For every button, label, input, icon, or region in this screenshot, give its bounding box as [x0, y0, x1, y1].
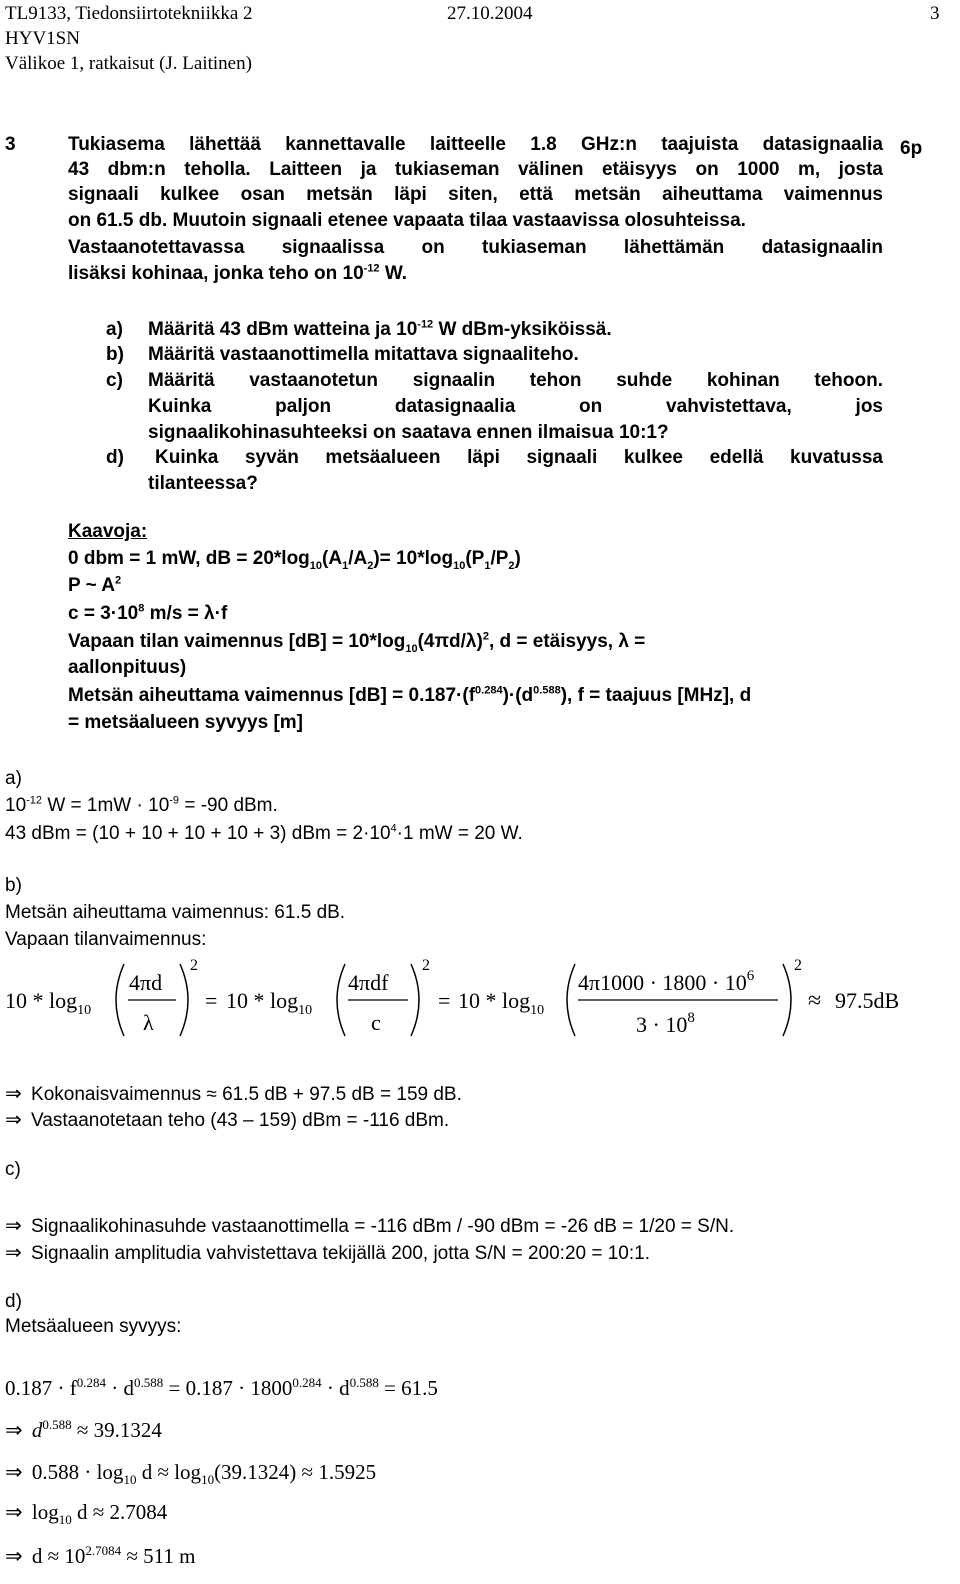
eq-paren-left-3: [567, 964, 575, 1036]
sa-l1-p1: 10: [5, 795, 27, 816]
eq-approx: ≈: [808, 988, 822, 1014]
solution-b-result-2: [5, 1107, 449, 1132]
solution-d-eq-2: [5, 1418, 162, 1443]
sd-e1-p5: = 61.5: [378, 1376, 438, 1400]
sd-e2-p1: d: [31, 1418, 43, 1442]
eq-equals-2: =: [438, 988, 451, 1013]
subq-a-part2: W dBm-yksiköissä.: [433, 319, 612, 340]
implies-icon: ⇒: [5, 1107, 22, 1131]
eq-num-3: $4\pi 1000 \cdot 1800 \cdot 10^6$: [578, 968, 755, 995]
problem-line-4: on 61.5 db. Muutoin signaali etenee vapaata tilaa vastaavissa olosuhteissa.: [68, 210, 746, 231]
subq-a-exponent: -12: [417, 318, 434, 331]
formula-fs-p1: Vapaan tilan vaimennus [dB] = 10*log: [68, 631, 406, 652]
sd-e4-sub: 10: [58, 1512, 72, 1528]
sd-e2-p2: ≈ 39.1324: [71, 1418, 162, 1442]
solution-a-label: a): [5, 768, 22, 789]
solution-d-eq-3: [5, 1460, 377, 1488]
sd-e1-exp2: 0.588: [134, 1375, 164, 1390]
eq-den-3-exp: 8: [687, 1010, 695, 1026]
implies-icon: ⇒: [5, 1544, 23, 1568]
sa-l1-p3: = -90 dBm.: [179, 795, 278, 816]
problem-number: 3: [5, 134, 16, 155]
eq-den-2: c: [371, 1010, 381, 1035]
formula-dbm-sub6: 2: [508, 559, 515, 572]
formula-fs-exp: 2: [482, 630, 489, 643]
sd-e4-p1: log: [31, 1500, 59, 1524]
implies-icon: ⇒: [5, 1460, 23, 1484]
header-page-number: 3: [930, 3, 940, 24]
sd-e1-p2: · d: [106, 1376, 134, 1400]
problem-line-3: signaali kulkee osan metsän läpi siten, että metsän aiheuttama vaimennus: [68, 184, 883, 205]
eq-num-3-exp: 6: [746, 968, 755, 984]
sd-e3-p2: d ≈ log: [136, 1460, 202, 1484]
solution-d-eq-1: [5, 1376, 438, 1401]
problem-line-6: [68, 263, 407, 285]
problem-points: 6p: [900, 138, 923, 159]
eq-sub-2: 10: [298, 1003, 313, 1018]
solution-b-line-1: Metsän aiheuttama vaimennus: 61.5 dB.: [5, 902, 346, 923]
formula-dbm-sub4: 10: [453, 559, 466, 572]
implies-icon: ⇒: [5, 1081, 22, 1105]
formula-forest-line2: = metsäalueen syvyys [m]: [68, 712, 303, 733]
solution-a-line-1: [5, 795, 278, 817]
formula-c: [68, 603, 227, 625]
formula-p-prop-text: P ~ A: [68, 575, 115, 596]
eq-paren-left-2: [337, 964, 345, 1036]
formula-dbm-sub3: 2: [367, 559, 374, 572]
eq-paren-left-1: [116, 964, 124, 1036]
problem-line-2: 43 dbm:n teholla. Laitteen ja tukiaseman välinen etäisyys on 1000 m, josta: [68, 159, 883, 180]
eq-paren-right-1: [180, 964, 188, 1036]
implies-icon: ⇒: [5, 1500, 23, 1524]
solution-a-line-2: [5, 823, 523, 845]
formula-forest-exp1: 0.284: [475, 684, 503, 697]
solution-d-line-1: Metsäalueen syvyys:: [5, 1316, 182, 1337]
sd-e1-p4: · d: [321, 1376, 350, 1400]
eq-num-2: 4πdf: [348, 970, 389, 995]
sd-e1-exp4: 0.588: [349, 1375, 379, 1390]
formula-dbm-p4: )= 10*log: [373, 548, 454, 569]
sd-e2-exp: 0.588: [42, 1417, 72, 1432]
header-subtitle: Välikoe 1, ratkaisut (J. Laitinen): [5, 53, 252, 74]
header-date: 27.10.2004: [447, 3, 533, 24]
formula-forest-exp2: 0.588: [533, 684, 561, 697]
implies-icon: ⇒: [5, 1418, 23, 1442]
formula-dbm: [68, 548, 521, 570]
solution-d-label: d): [5, 1291, 22, 1312]
eq-den-1: λ: [143, 1010, 154, 1035]
implies-icon: ⇒: [5, 1240, 22, 1264]
header-code: HYV1SN: [5, 28, 80, 49]
eq-tenlog-1: $10 * \log_{10}$: [5, 988, 92, 1018]
formula-dbm-sub2: 1: [342, 559, 349, 572]
eq-tenlog-3: $10 * \log_{10}$: [458, 988, 545, 1018]
formula-dbm-p5: (P: [465, 548, 485, 569]
solution-b-label: b): [5, 875, 22, 896]
eq-paren-right-3: [783, 964, 791, 1036]
sd-e1-exp3: 0.284: [292, 1375, 322, 1390]
solution-b-result-1: [5, 1081, 462, 1106]
formula-dbm-sub5: 1: [484, 559, 491, 572]
sd-e3-sub1: 10: [123, 1472, 137, 1488]
formula-dbm-p3: /A: [348, 548, 368, 569]
problem-line-6-exponent: -12: [363, 262, 380, 275]
implies-icon: ⇒: [5, 1213, 22, 1237]
subq-d-line-1: Kuinka syvän metsäalueen läpi signaali kulkee edellä kuvatussa: [155, 447, 883, 468]
sd-e3-p1: 0.588 · log: [31, 1460, 124, 1484]
solution-c-result-1: [5, 1213, 734, 1238]
subq-b-text: Määritä vastaanottimella mitattava signaaliteho.: [148, 344, 579, 365]
sd-e1-p1: 0.187 · f: [5, 1376, 77, 1400]
formula-c-p1: c = 3·10: [68, 603, 139, 624]
solution-c-result-2-text: Signaalin amplitudia vahvistettava tekijällä 200, jotta S/N = 200:20 = 10:1.: [31, 1243, 650, 1264]
subq-a-text: [148, 319, 612, 341]
formula-p-prop: [68, 575, 121, 597]
eq-num-1: 4πd: [129, 970, 163, 995]
solution-d-eq-4: [5, 1500, 168, 1528]
solution-c-label: c): [5, 1159, 21, 1180]
eq-equals-1: =: [205, 988, 218, 1013]
sd-e1-p3: = 0.187 · 1800: [163, 1376, 293, 1400]
subq-c-line-3: signaalikohinasuhteeksi on saatava ennen ilmaisua 10:1?: [148, 422, 669, 443]
solution-b-line-2: Vapaan tilanvaimennus:: [5, 929, 207, 950]
sa-l2-p2: ·1 mW = 20 W.: [396, 823, 523, 844]
sd-e3-p3: (39.1324) ≈ 1.5925: [214, 1460, 377, 1484]
formula-fs-sub: 10: [405, 642, 418, 655]
subq-b-label: b): [106, 344, 124, 365]
eq-result: 97.5dB: [835, 988, 900, 1013]
solution-b-result-2-text: Vastaanotetaan teho (43 – 159) dBm = -116 dBm.: [31, 1110, 450, 1131]
formula-fs-p2: (4πd/λ): [417, 631, 483, 652]
sa-l2-exp: 4: [390, 822, 397, 835]
sa-l1-p2: W = 1mW · 10: [42, 795, 170, 816]
formula-dbm-p1: 0 dbm = 1 mW, dB = 20*log: [68, 548, 310, 569]
sd-e1-exp1: 0.284: [76, 1375, 106, 1390]
header-course: TL9133, Tiedonsiirtotekniikka 2: [5, 3, 253, 24]
formula-c-exp: 8: [138, 602, 145, 615]
free-space-equation: [0, 950, 960, 1050]
sd-e5-p1: d ≈ 10: [31, 1544, 86, 1568]
formula-free-space-line2: aallonpituus): [68, 657, 187, 678]
subq-d-label: d): [106, 447, 124, 468]
formula-fs-p3: , d = etäisyys, λ =: [488, 631, 646, 652]
sd-e5-p2: ≈ 511 m: [121, 1544, 196, 1568]
formula-forest-p2: )·(d: [502, 685, 534, 706]
formula-dbm-p6: /P: [490, 548, 509, 569]
formula-forest-p3: ), f = taajuus [MHz], d: [560, 685, 752, 706]
solution-c-result-1-text: Signaalikohinasuhde vastaanottimella = -116 dBm / -90 dBm = -26 dB = 1/20 = S/N.: [31, 1216, 735, 1237]
eq-sub-3: 10: [530, 1003, 545, 1018]
formulas-heading: Kaavoja:: [68, 521, 148, 542]
sa-l2-p1: 43 dBm = (10 + 10 + 10 + 10 + 3) dBm = 2·10: [5, 823, 391, 844]
formula-forest-p1: Metsän aiheuttama vaimennus [dB] = 0.187·(f: [68, 685, 476, 706]
formula-dbm-p7: ): [514, 548, 521, 569]
sd-e4-p2: d ≈ 2.7084: [71, 1500, 168, 1524]
formula-forest: [68, 685, 751, 707]
sa-l1-exp2: -9: [169, 794, 180, 807]
eq-paren-right-2: [411, 964, 419, 1036]
eq-sub-1: 10: [77, 1003, 92, 1018]
formula-free-space: [68, 631, 645, 653]
eq-exp-1: 2: [190, 957, 198, 974]
formula-c-p2: m/s = λ·f: [144, 603, 228, 624]
subq-a-part1: Määritä 43 dBm watteina ja 10: [148, 319, 418, 340]
formula-dbm-sub1: 10: [309, 559, 323, 572]
subq-c-line-1: Määritä vastaanotetun signaalin tehon suhde kohinan tehoon.: [148, 370, 883, 391]
sa-l1-exp1: -12: [26, 794, 43, 807]
subq-c-line-2: Kuinka paljon datasignaalia on vahvistettava, jos: [148, 396, 883, 417]
sd-e5-exp: 2.7084: [85, 1543, 122, 1558]
formula-p-prop-exp: 2: [115, 574, 122, 587]
subq-d-line-2: tilanteessa?: [148, 473, 258, 494]
eq-tenlog-2: $10 * \log_{10}$: [226, 988, 313, 1018]
eq-den-3: $3 \cdot 10^8$: [636, 1010, 695, 1037]
problem-line-1: Tukiasema lähettää kannettavalle laitteelle 1.8 GHz:n taajuista datasignaalia: [68, 134, 883, 155]
solution-b-result-1-text: Kokonaisvaimennus ≈ 61.5 dB + 97.5 dB = 159 dB.: [31, 1084, 462, 1105]
subq-c-label: c): [106, 370, 123, 391]
solution-c-result-2: [5, 1240, 650, 1265]
problem-line-5: Vastaanotettavassa signaalissa on tukiaseman lähettämän datasignaalin: [68, 237, 883, 258]
problem-line-6-unit: W.: [379, 263, 408, 284]
formula-dbm-p2: (A: [322, 548, 343, 569]
eq-exp-3: 2: [794, 957, 802, 974]
subq-a-label: a): [106, 319, 123, 340]
problem-line-6-text: lisäksi kohinaa, jonka teho on 10: [68, 263, 364, 284]
solution-d-eq-5: [5, 1544, 195, 1569]
eq-exp-2: 2: [422, 957, 430, 974]
sd-e3-sub2: 10: [201, 1472, 215, 1488]
